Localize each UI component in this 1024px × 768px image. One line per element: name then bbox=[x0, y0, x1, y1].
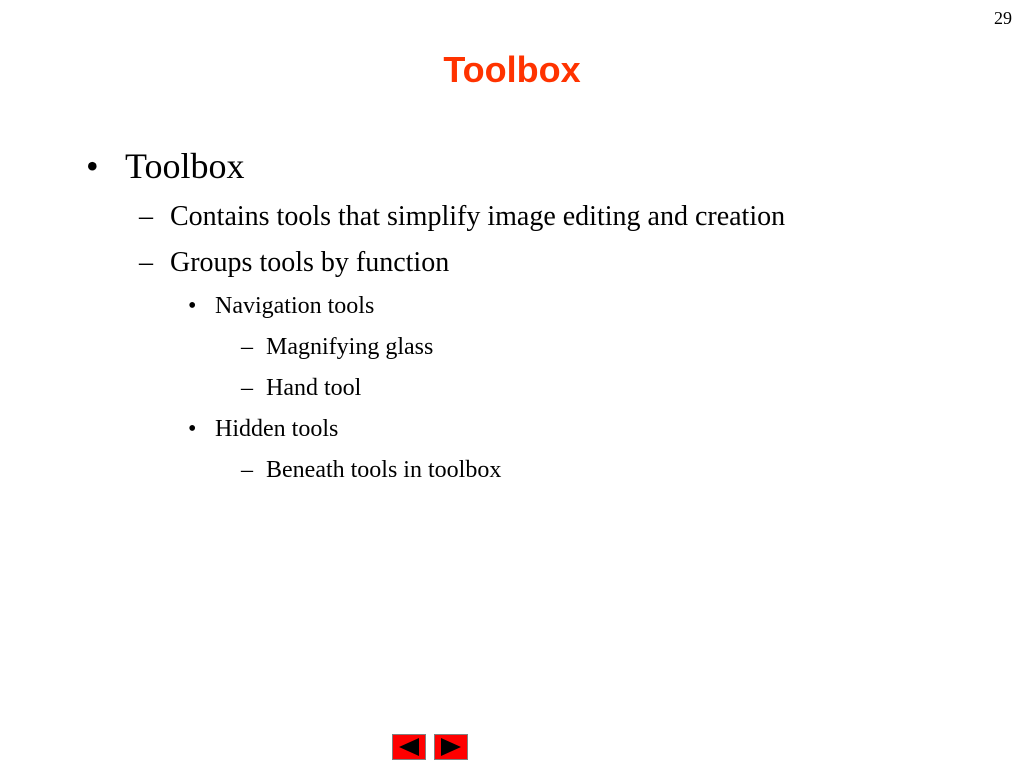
bullet-text: Navigation tools bbox=[215, 293, 375, 319]
bullet-marker: • bbox=[188, 293, 197, 319]
page-number: 29 bbox=[994, 8, 1012, 28]
bullet-text: Magnifying glass bbox=[266, 334, 434, 360]
bullet-text: Beneath tools in toolbox bbox=[266, 457, 502, 483]
bullet-text: Hand tool bbox=[266, 375, 362, 401]
bullet-text: Contains tools that simplify image editing and creation bbox=[170, 201, 786, 232]
bullet-marker: • bbox=[188, 416, 197, 442]
bullet-marker: – bbox=[241, 375, 253, 401]
next-slide-button[interactable] bbox=[434, 734, 468, 760]
slide-navigation bbox=[392, 734, 472, 760]
bullet-text: Hidden tools bbox=[215, 416, 339, 442]
bullet-text: Toolbox bbox=[125, 146, 245, 186]
bullet-text: Groups tools by function bbox=[170, 247, 450, 278]
bullet-marker: – bbox=[139, 247, 153, 278]
bullet-marker: – bbox=[139, 201, 153, 232]
bullet-marker: • bbox=[86, 146, 99, 186]
bullet-marker: – bbox=[241, 457, 253, 483]
triangle-right-icon bbox=[435, 735, 467, 759]
bullet-marker: – bbox=[241, 334, 253, 360]
slide-title: Toolbox bbox=[443, 49, 581, 90]
triangle-left-icon bbox=[393, 735, 425, 759]
previous-slide-button[interactable] bbox=[392, 734, 426, 760]
